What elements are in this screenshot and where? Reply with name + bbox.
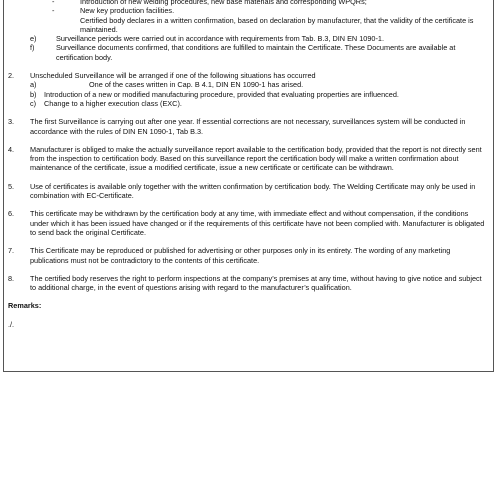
- declaration-text: Certified body declares in a written confirmation, based on declaration by manufacturer, that the validity of the certificate is maintained.: [80, 15, 474, 34]
- lettered-item: e) Surveillance periods were carried out in accordance with requirements from Tab. B.3, DIN EN 1090-1.: [30, 34, 384, 44]
- dash-item: - Introduction of new welding procedures, new base materials and corresponding WPQRs;: [52, 0, 367, 6]
- numbered-item: 4. Manufacturer is obliged to make the actually surveillance report available to the certification body, provided that the report is not directly sent from the inspection to certification body. Based on this surveillance report the certification body will make a written confirmation about maintenance of the certificate, issue a modified certificate, issue a new certificate or certificate can be withdrawn.: [8, 144, 482, 173]
- lettered-item: a) One of the cases written in Cap. B 4.1, DIN EN 1090-1 has arised.: [30, 80, 304, 90]
- lettered-item: c) Change to a higher execution class (EXC).: [30, 98, 182, 108]
- document-content: [8, 0, 488, 329]
- numbered-item: 7. This Certificate may be reproduced or published for advertising or other purposes only in its entirety. The wording of any marketing publications must not be contradictory to the contents of this certificate.: [8, 246, 451, 265]
- numbered-item: 5. Use of certificates is available only together with the written confirmation by certification body. The Welding Certificate may only be used in combination with EC-Certificate.: [8, 181, 476, 201]
- remarks-value: ./.: [8, 319, 15, 329]
- lettered-item: b) Introduction of a new or modified manufacturing procedure, provided that evaluating properties are influenced.: [30, 89, 399, 99]
- remarks-label: Remarks:: [8, 301, 42, 311]
- lettered-item: f) Surveillance documents confirmed, that conditions are fulfilled to maintain the Certificate. These Documents are available at certification body.: [30, 43, 456, 62]
- numbered-item: 2. Unscheduled Surveillance will be arranged if one of the following situations has occurred: [8, 71, 316, 81]
- numbered-item: 8. The certified body reserves the right to perform inspections at the company’s premises at any time, without having to give notice and subject to additional charge, in the event of questions arising with regard to the manufacturer’s qualification.: [8, 273, 482, 293]
- numbered-item: 6. This certificate may be withdrawn by the certification body at any time, with immediate effect and without compensation, if the conditions under which it has been issued have changed or if the requirements of this certificate have not been complied with. Manufacturer is obligated to send back the original Certificate.: [8, 209, 485, 237]
- numbered-item: 3. The first Surveillance is carrying out after one year. If essential corrections are not necessary, surveillances system will be conducted in accordance with the rules of DIN EN 1090-1, Tab B.3.: [8, 117, 466, 136]
- dash-item: - New key production facilities.: [52, 6, 175, 16]
